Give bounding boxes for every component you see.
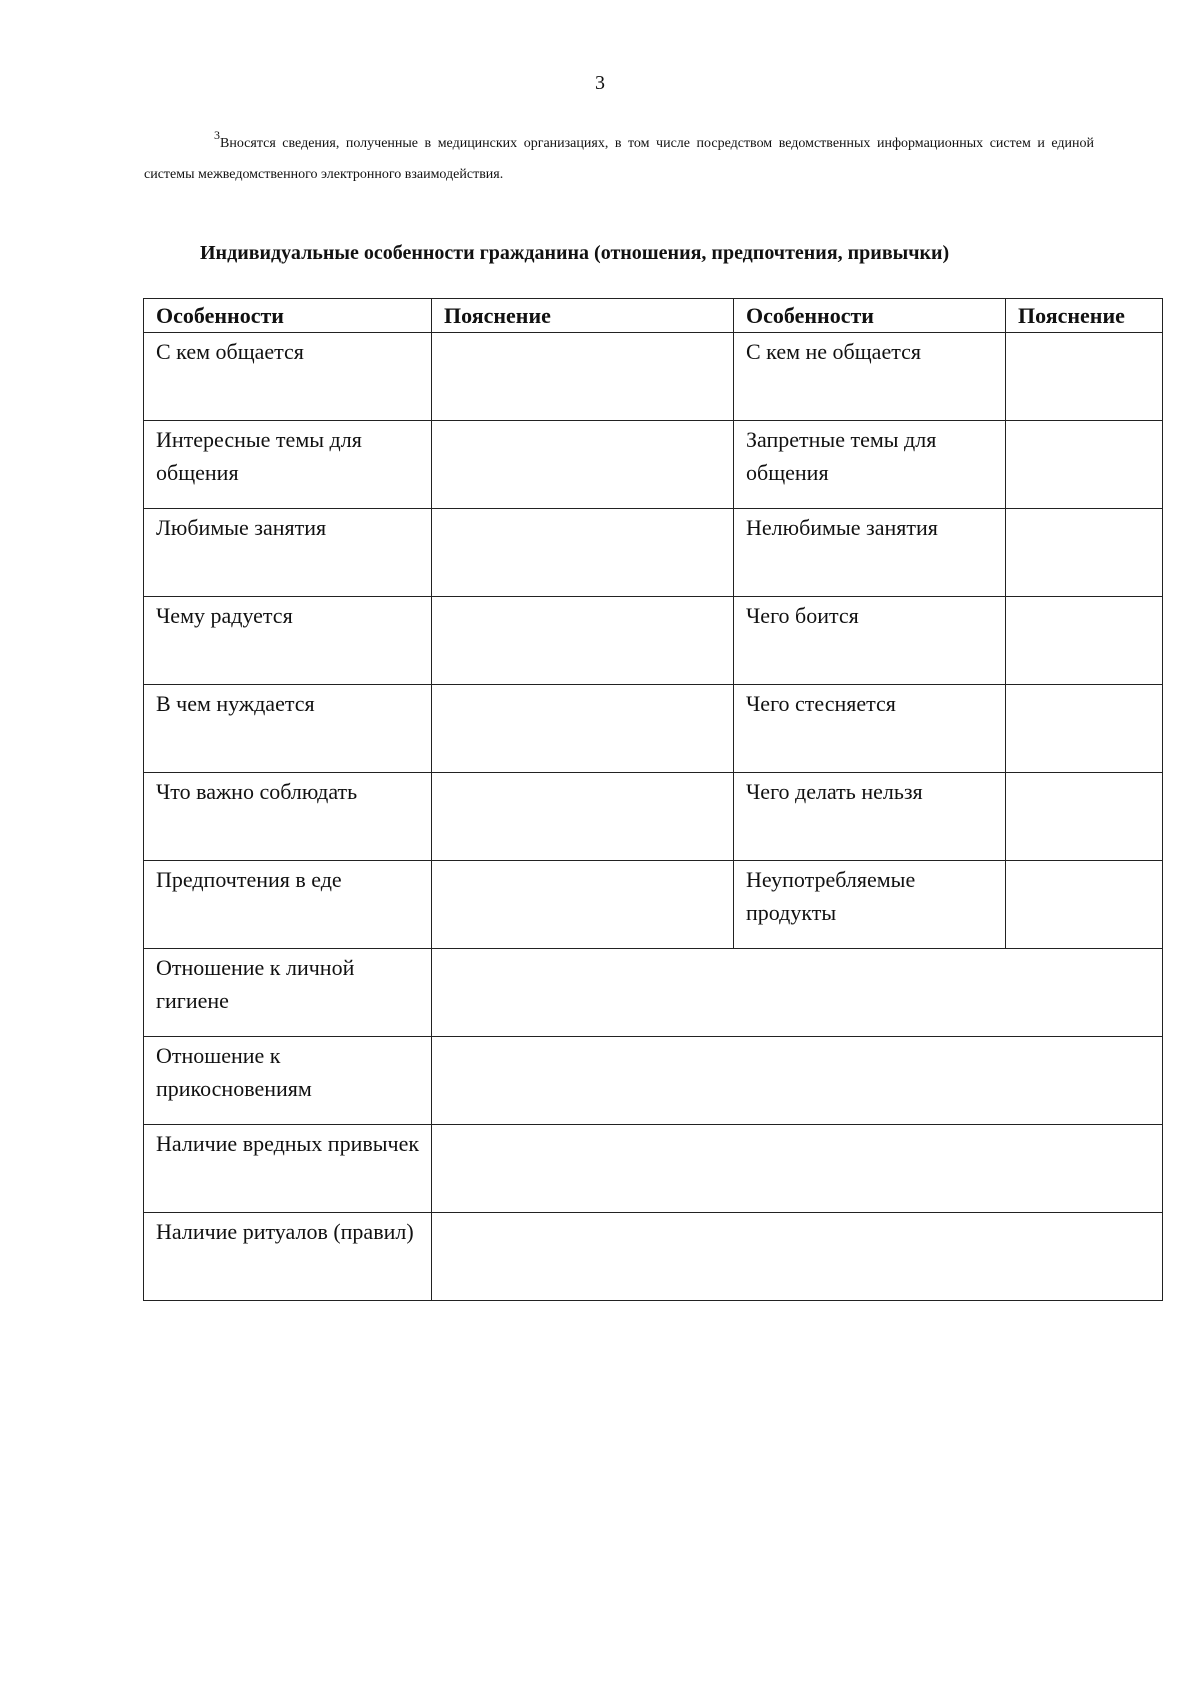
table-row: [144, 421, 1163, 509]
feature-label: Чего боится: [734, 597, 1006, 685]
feature-label: Интересные темы для общения: [144, 421, 432, 509]
feature-label: Запретные темы для общения: [734, 421, 1006, 509]
explanation-field[interactable]: [1006, 333, 1163, 421]
explanation-field[interactable]: [432, 1125, 1163, 1213]
feature-label: Нелюбимые занятия: [734, 509, 1006, 597]
feature-label: Чего делать нельзя: [734, 773, 1006, 861]
feature-label: Любимые занятия: [144, 509, 432, 597]
header-explanation-left: Пояснение: [432, 299, 734, 333]
explanation-field[interactable]: [1006, 861, 1163, 949]
table-row: [144, 1125, 1163, 1213]
feature-label: Чего стесняется: [734, 685, 1006, 773]
table-row: [144, 333, 1163, 421]
explanation-field[interactable]: [1006, 773, 1163, 861]
explanation-field[interactable]: [1006, 685, 1163, 773]
features-table: [143, 298, 1163, 1301]
page-number: 3: [595, 72, 605, 94]
header-features-left: Особенности: [144, 299, 432, 333]
header-explanation-right: Пояснение: [1006, 299, 1163, 333]
table-row: [144, 1037, 1163, 1125]
explanation-field[interactable]: [432, 1213, 1163, 1301]
feature-label: Что важно соблюдать: [144, 773, 432, 861]
explanation-field[interactable]: [432, 685, 734, 773]
explanation-field[interactable]: [432, 949, 1163, 1037]
footnote-marker: 3: [214, 128, 220, 142]
feature-label: Чему радуется: [144, 597, 432, 685]
feature-label: С кем не общается: [734, 333, 1006, 421]
feature-label: Предпочтения в еде: [144, 861, 432, 949]
explanation-field[interactable]: [1006, 421, 1163, 509]
explanation-field[interactable]: [1006, 509, 1163, 597]
feature-label: С кем общается: [144, 333, 432, 421]
explanation-field[interactable]: [432, 333, 734, 421]
footnote-text: Вносятся сведения, полученные в медицинских организациях, в том числе посредством ведомственных информационных систем и единой системы межведомственного электронного взаимодействия.: [144, 136, 1094, 182]
table-header-row: [144, 299, 1163, 333]
feature-label: Отношение к личной гигиене: [144, 949, 432, 1037]
table-row: [144, 861, 1163, 949]
table-row: [144, 949, 1163, 1037]
footnote: [144, 128, 1094, 190]
section-heading: Индивидуальные особенности гражданина (отношения, предпочтения, привычки): [200, 242, 950, 264]
table-row: [144, 773, 1163, 861]
explanation-field[interactable]: [432, 1037, 1163, 1125]
feature-label: В чем нуждается: [144, 685, 432, 773]
feature-label: Отношение к прикосновениям: [144, 1037, 432, 1125]
feature-label: Наличие вредных привычек: [144, 1125, 432, 1213]
explanation-field[interactable]: [432, 597, 734, 685]
explanation-field[interactable]: [432, 421, 734, 509]
header-features-right: Особенности: [734, 299, 1006, 333]
feature-label: Наличие ритуалов (правил): [144, 1213, 432, 1301]
explanation-field[interactable]: [432, 861, 734, 949]
explanation-field[interactable]: [432, 773, 734, 861]
table-row: [144, 685, 1163, 773]
explanation-field[interactable]: [1006, 597, 1163, 685]
table-row: [144, 1213, 1163, 1301]
explanation-field[interactable]: [432, 509, 734, 597]
table-row: [144, 509, 1163, 597]
feature-label: Неупотребляемые продукты: [734, 861, 1006, 949]
table-row: [144, 597, 1163, 685]
